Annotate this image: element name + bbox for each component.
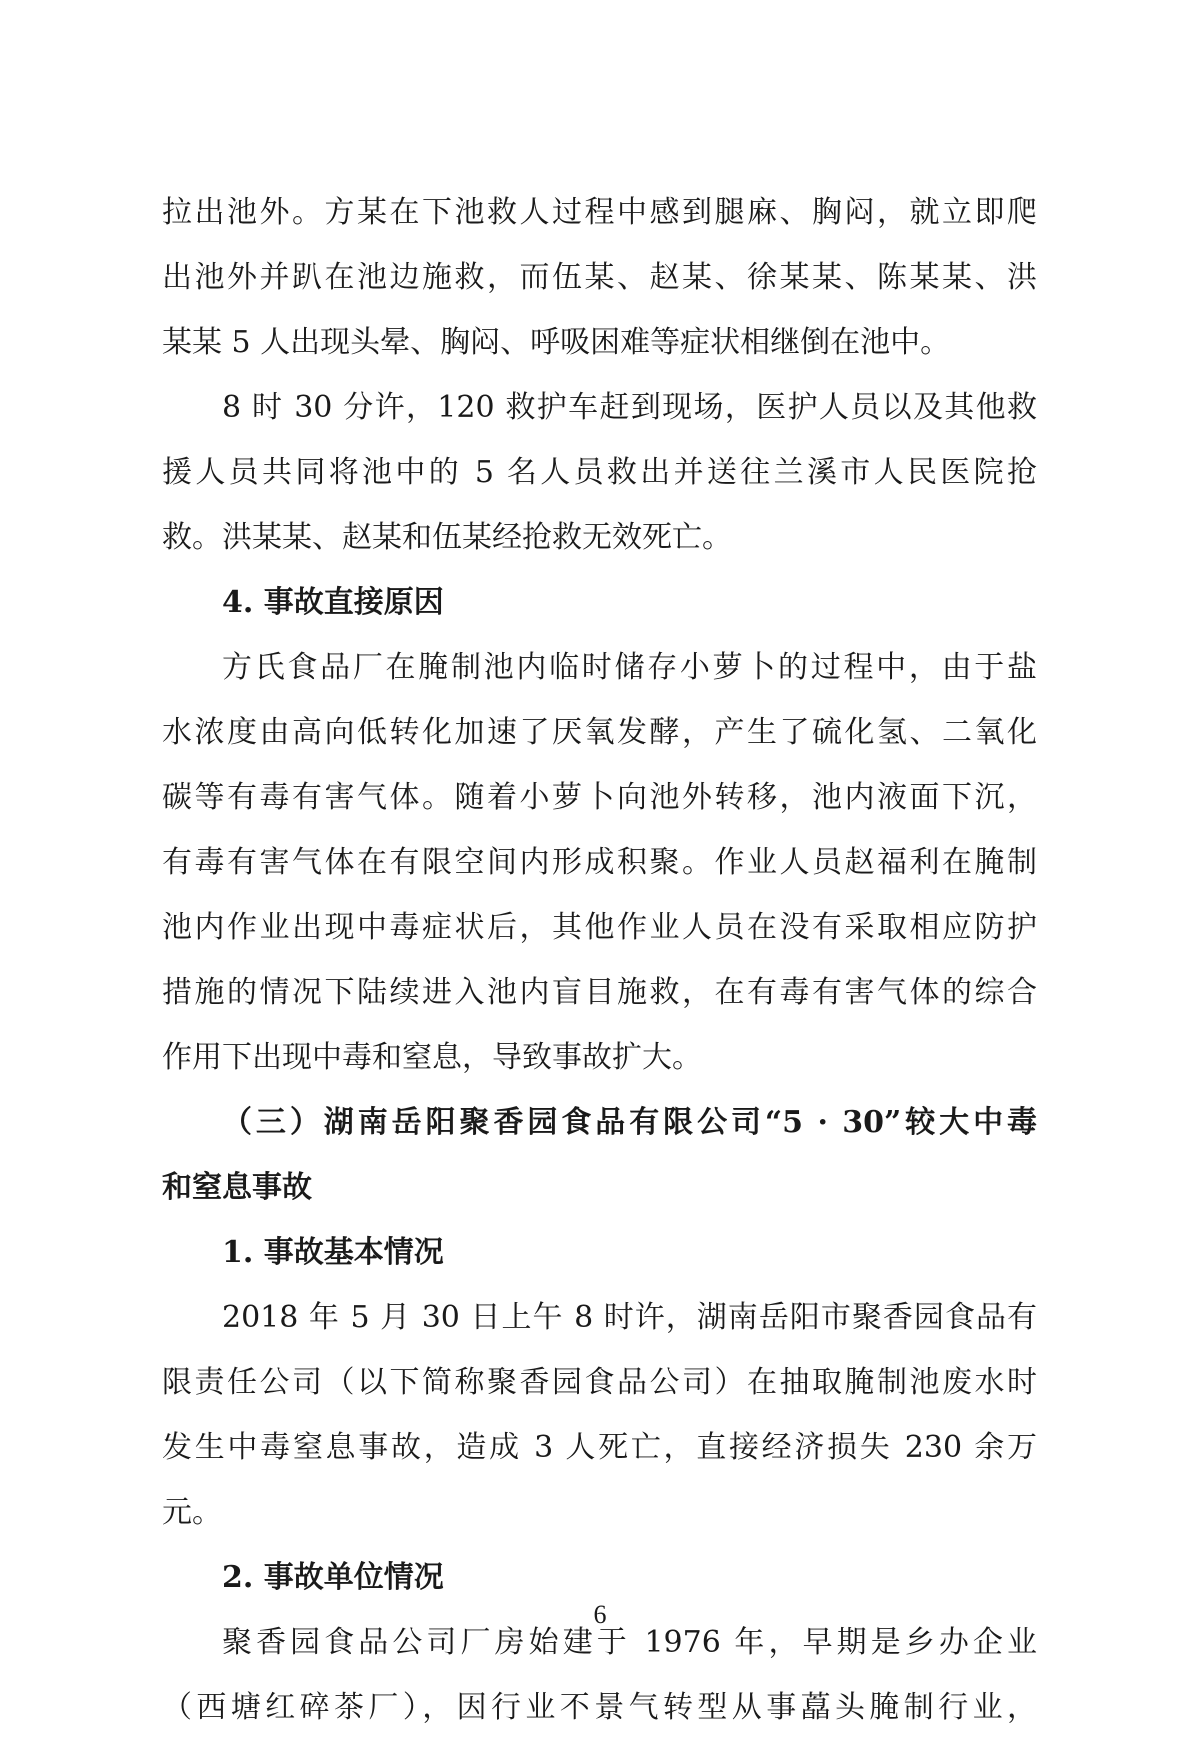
body-line: 限责任公司（以下简称聚香园食品公司）在抽取腌制池废水时 [162, 1365, 1037, 1400]
body-line: 发生中毒窒息事故，造成 3 人死亡，直接经济损失 230 余万 [162, 1430, 1037, 1465]
body-line: 方氏食品厂在腌制池内临时储存小萝卜的过程中，由于盐 [222, 650, 1037, 685]
body-line: 2018 年 5 月 30 日上午 8 时许，湖南岳阳市聚香园食品有 [222, 1300, 1037, 1335]
body-line: 元。 [162, 1495, 222, 1530]
body-line: 水浓度由高向低转化加速了厌氧发酵，产生了硫化氢、二氧化 [162, 715, 1037, 750]
chapter-heading: （三）湖南岳阳聚香园食品有限公司“5 · 30”较大中毒 [222, 1105, 1037, 1140]
section-heading: 4. 事故直接原因 [222, 585, 444, 620]
body-line: 池内作业出现中毒症状后，其他作业人员在没有采取相应防护 [162, 910, 1037, 945]
body-line: 援人员共同将池中的 5 名人员救出并送往兰溪市人民医院抢 [162, 455, 1037, 490]
body-line: 有毒有害气体在有限空间内形成积聚。作业人员赵福利在腌制 [162, 845, 1037, 880]
chapter-heading-continued: 和窒息事故 [162, 1170, 312, 1205]
body-line: 作用下出现中毒和窒息，导致事故扩大。 [162, 1040, 702, 1075]
body-line: 聚香园食品公司厂房始建于 1976 年，早期是乡办企业 [222, 1625, 1037, 1660]
body-line: 某某 5 人出现头晕、胸闷、呼吸困难等症状相继倒在池中。 [162, 325, 951, 360]
section-heading: 1. 事故基本情况 [222, 1235, 444, 1270]
section-heading: 2. 事故单位情况 [222, 1560, 444, 1595]
document-body [162, 180, 1037, 1740]
body-line: 8 时 30 分许，120 救护车赶到现场，医护人员以及其他救 [222, 390, 1037, 425]
body-line: 拉出池外。方某在下池救人过程中感到腿麻、胸闷，就立即爬 [162, 195, 1037, 230]
page-number: 6 [593, 1600, 607, 1629]
body-line: 出池外并趴在池边施救，而伍某、赵某、徐某某、陈某某、洪 [162, 260, 1037, 295]
body-line: 救。洪某某、赵某和伍某经抢救无效死亡。 [162, 520, 732, 555]
body-line: 碳等有毒有害气体。随着小萝卜向池外转移，池内液面下沉， [162, 780, 1037, 815]
body-line: （西塘红碎茶厂），因行业不景气转型从事藠头腌制行业， [162, 1690, 1037, 1725]
body-line: 措施的情况下陆续进入池内盲目施救，在有毒有害气体的综合 [162, 975, 1037, 1010]
